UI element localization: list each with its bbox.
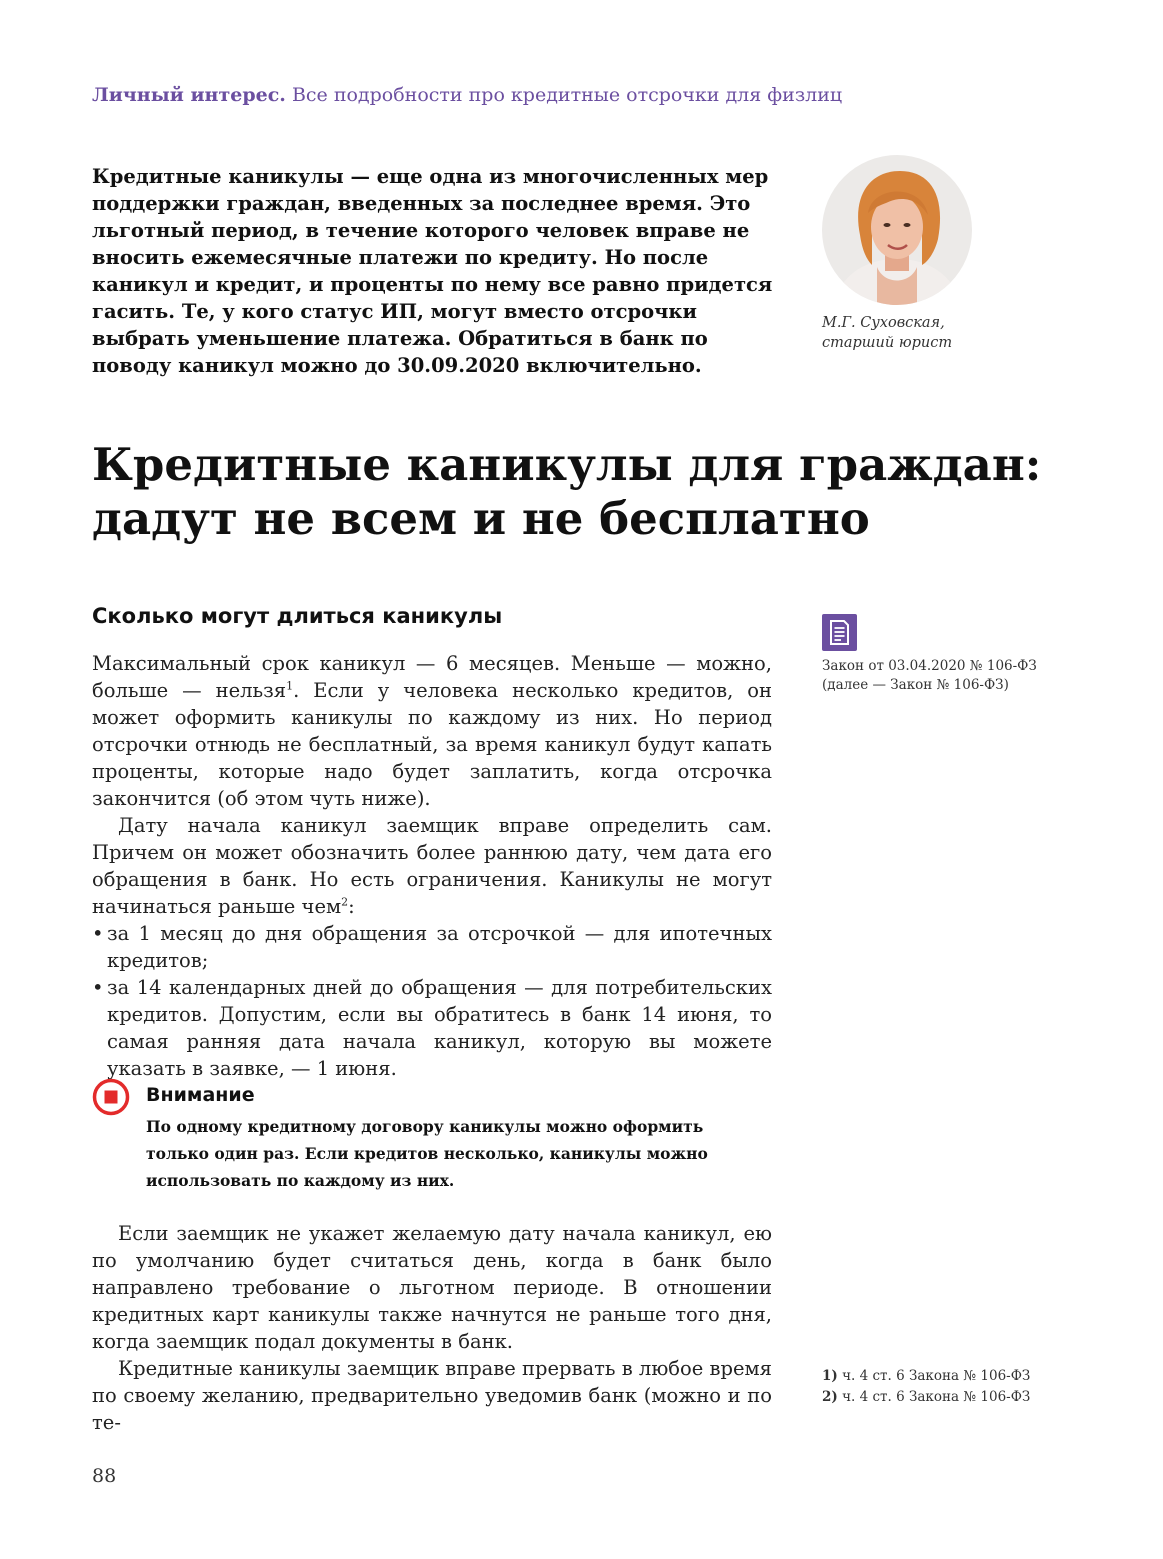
author-caption: [822, 313, 952, 353]
running-subtitle: Все подробности про кредитные отсрочки для физлиц: [291, 84, 843, 106]
law-reference-line-2: (далее — Закон № 106-ФЗ): [822, 677, 1009, 693]
running-header: [92, 84, 842, 106]
title-line-1: Кредитные каникулы для граждан:: [92, 438, 1042, 491]
bullet-list: [92, 920, 772, 1082]
author-role: старший юрист: [822, 335, 953, 351]
paragraph-3: Если заемщик не укажет желаемую дату начала каникул, ею по умолчанию будет считаться день, когда в банк было направлено требование о льготном периоде. В отношении кредитных карт каникулы также начнутся не раньше того дня, когда заемщик подал документы в банк.: [92, 1222, 772, 1353]
paragraph-1: Максимальный срок каникул — 6 месяцев. Меньше — можно, больше — нельзя$^1$. Если у человека несколько кредитов, он может оформить каникулы по каждому из них. Но период отсрочки отнюдь не бесплатный, за время каникул будут капать проценты, которые надо будет заплатить, когда отсрочка закончится (об этом чуть ниже).: [92, 652, 772, 810]
section-heading: Сколько могут длиться каникулы: [92, 604, 503, 628]
footnote-ref-2: 2: [341, 895, 349, 909]
paragraph-4: Кредитные каникулы заемщик вправе прервать в любое время по своему желанию, предварительно уведомив банк (можно и по те-: [92, 1357, 772, 1434]
author-portrait: [822, 155, 972, 305]
list-item: • за 14 календарных дней до обращения — для потребительских кредитов. Допустим, если вы обратитесь в банк 14 июня, то самая ранняя дата начала каникул, которую вы можете указать в заявке, — 1 июня.: [92, 974, 772, 1082]
footnote-2: 2) ч. 4 ст. 6 Закона № 106-ФЗ: [822, 1389, 1031, 1405]
footnotes: [822, 1366, 1030, 1408]
paragraph-2: Дату начала каникул заемщик вправе определить сам. Причем он может обозначить более раннюю дату, чем дата его обращения в банк. Но есть ограничения. Каникулы не могут начинаться раньше чем$^2$:: [92, 814, 772, 918]
document-icon: [822, 614, 857, 651]
law-reference: [822, 657, 1037, 695]
attention-icon: [92, 1078, 130, 1116]
article-title: [92, 438, 1112, 546]
author-name: М.Г. Суховская,: [822, 315, 945, 331]
portrait-image: [822, 155, 972, 305]
footnote-1: 1) ч. 4 ст. 6 Закона № 106-ФЗ: [822, 1368, 1031, 1384]
attention-title: Внимание: [146, 1084, 255, 1106]
page-number: 88: [92, 1465, 117, 1487]
footnote-ref-1: 1: [286, 679, 294, 693]
body-text-top: [92, 650, 772, 1082]
body-text-bottom: [92, 1220, 772, 1436]
rubric: Личный интерес.: [92, 84, 286, 106]
title-line-2: дадут не всем и не бесплатно: [92, 492, 870, 545]
law-reference-line-1: Закон от 03.04.2020 № 106-ФЗ: [822, 658, 1037, 674]
list-item: • за 1 месяц до дня обращения за отсрочкой — для ипотечных кредитов;: [92, 920, 772, 974]
lead-paragraph: Кредитные каникулы — еще одна из многочисленных мер поддержки граждан, введенных за последнее время. Это льготный период, в течение которого человек вправе не вносить ежемесячные платежи по кредиту. Но после каникул и кредит, и проценты по нему все равно придется гасить. Те, у кого статус ИП, могут вместо отсрочки выбрать уменьшение платежа. Обратиться в банк по поводу каникул можно до 30.09.2020 включительно.: [92, 165, 773, 377]
attention-text: По одному кредитному договору каникулы можно оформить только один раз. Если кредитов несколько, каникулы можно использовать по каждому из них.: [146, 1117, 708, 1190]
